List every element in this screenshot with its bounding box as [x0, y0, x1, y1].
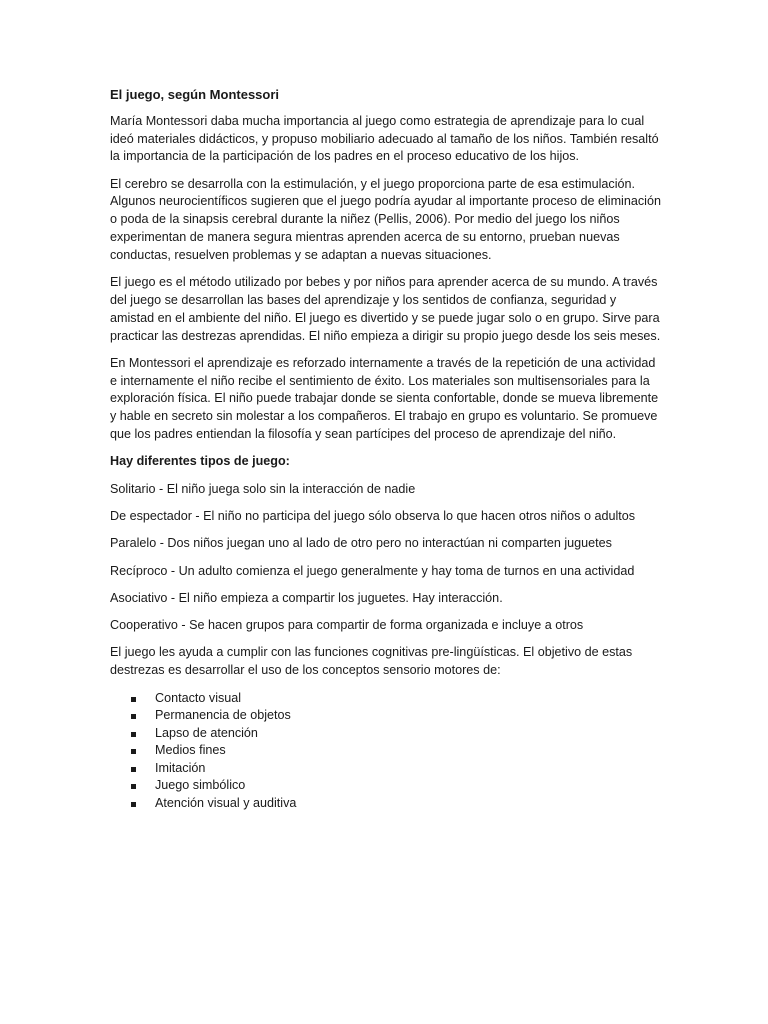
- paragraph-intro: María Montessori daba mucha importancia al juego como estrategia de aprendizaje para lo cual ideó materiales didácticos, y propuso mobiliario adecuado al tamaño de los niños. También resaltó la importancia de la participación de los padres en el proceso educativo de los hijos.: [110, 113, 659, 164]
- type-reciproco: Recíproco - Un adulto comienza el juego generalmente y hay toma de turnos en una actividad: [110, 563, 635, 578]
- list-item: [110, 690, 662, 708]
- type-paralelo: Paralelo - Dos niños juegan uno al lado de otro pero no interactúan ni comparten juguetes: [110, 536, 612, 551]
- square-bullet-icon: [131, 732, 136, 737]
- types-heading: Hay diferentes tipos de juego:: [110, 454, 290, 469]
- document-title: El juego, según Montessori: [110, 87, 280, 102]
- skills-list: [110, 690, 662, 813]
- list-item: [110, 760, 662, 778]
- paragraph-brain: El cerebro se desarrolla con la estimulación, y el juego proporciona parte de esa estimulación. Algunos neurocientíficos sugieren que el juego podría ayudar al importante proceso de eliminación o poda de la sinapsis cerebral durante la niñez (Pellis, 2006). Por medio del juego los niños experimentan de manera segura mientras aprenden acerca de su entorno, prueban nuevas conductas, resuelven problemas y se adaptan a nuevas situaciones.: [110, 176, 661, 262]
- list-item: [110, 795, 662, 813]
- type-solitario: Solitario - El niño juega solo sin la interacción de nadie: [110, 481, 416, 496]
- document-page: [110, 86, 662, 813]
- square-bullet-icon: [131, 714, 136, 719]
- type-espectador: De espectador - El niño no participa del juego sólo observa lo que hacen otros niños o adultos: [110, 508, 636, 523]
- list-item: [110, 777, 662, 795]
- square-bullet-icon: [131, 802, 136, 807]
- list-item-label: Medios fines: [155, 743, 226, 758]
- type-asociativo: Asociativo - El niño empieza a compartir los juguetes. Hay interacción.: [110, 590, 503, 605]
- paragraph-closing: El juego les ayuda a cumplir con las funciones cognitivas pre-lingüísticas. El objetivo de estas destrezas es desarrollar el uso de los conceptos sensorio motores de:: [110, 645, 633, 678]
- list-item-label: Permanencia de objetos: [155, 708, 291, 723]
- square-bullet-icon: [131, 767, 136, 772]
- list-item-label: Lapso de atención: [155, 725, 258, 740]
- square-bullet-icon: [131, 697, 136, 702]
- list-item-label: Juego simbólico: [155, 778, 246, 793]
- square-bullet-icon: [131, 784, 136, 789]
- list-item-label: Imitación: [155, 760, 206, 775]
- paragraph-montessori: En Montessori el aprendizaje es reforzado internamente a través de la repetición de una actividad e internamente el niño recibe el sentimiento de éxito. Los materiales son multisensoriales para la exploración física. El niño puede trabajar donde se sienta confortable, donde se mueva libremente y hable en secreto sin molestar a los compañeros. El trabajo en grupo es voluntario. Se promueve que los padres entiendan la filosofía y sean partícipes del proceso de aprendizaje del niño.: [110, 355, 659, 442]
- square-bullet-icon: [131, 749, 136, 754]
- list-item: [110, 707, 662, 725]
- list-item-label: Contacto visual: [155, 690, 242, 705]
- type-cooperativo: Cooperativo - Se hacen grupos para compartir de forma organizada e incluye a otros: [110, 618, 584, 633]
- list-item: [110, 742, 662, 760]
- list-item-label: Atención visual y auditiva: [155, 796, 297, 811]
- paragraph-method: El juego es el método utilizado por bebes y por niños para aprender acerca de su mundo. A través del juego se desarrollan las bases del aprendizaje y los sentidos de confianza, seguridad y amistad en el ambiente del niño. El juego es divertido y se puede jugar solo o en grupo. Sirve para practicar las destrezas aprendidas. El niño empieza a dirigir su propio juego desde los seis meses.: [110, 275, 661, 343]
- list-item: [110, 725, 662, 743]
